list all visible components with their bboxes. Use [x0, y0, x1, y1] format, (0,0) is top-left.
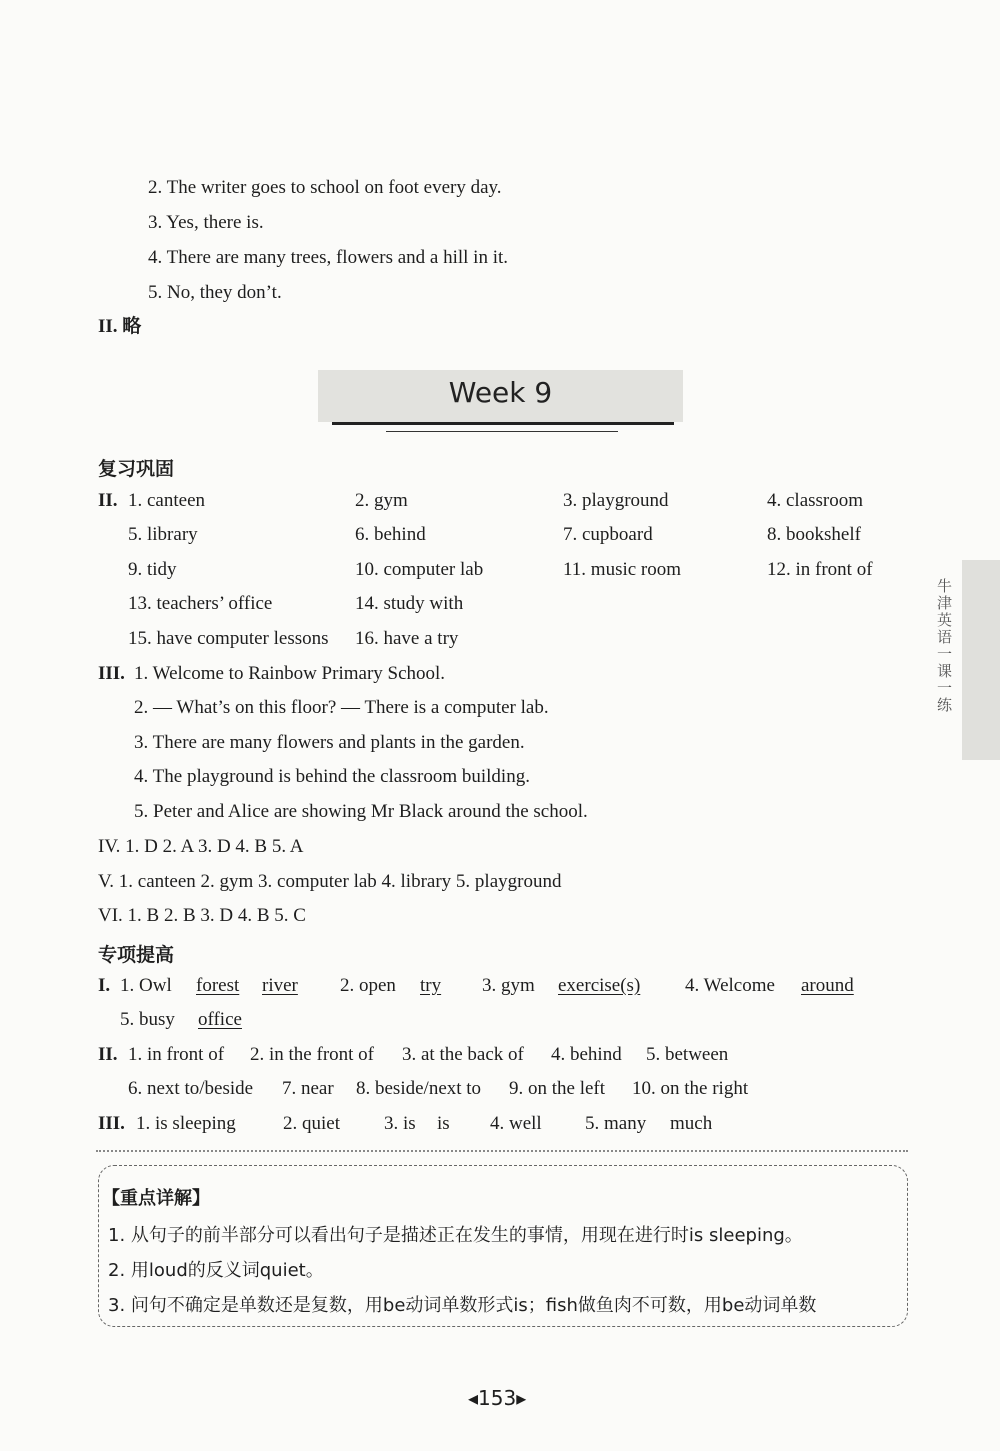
answer-item: 4. The playground is behind the classroom building.: [134, 766, 530, 787]
answer-item: 11. music room: [563, 559, 682, 580]
page-number: ◂153▸: [468, 1386, 527, 1410]
answer-item: much: [670, 1113, 713, 1134]
answer-item: 7. cupboard: [563, 524, 653, 545]
answer-item: 10. on the right: [632, 1078, 749, 1099]
answer-item: exercise(s): [558, 975, 641, 996]
item-label: I.: [98, 975, 111, 996]
week-title: Week 9: [448, 376, 553, 409]
answer-line: II. 略: [98, 316, 142, 337]
answer-line: IV. 1. D 2. A 3. D 4. B 5. A: [98, 836, 304, 857]
section-divider: [96, 1150, 908, 1152]
answer-item: 5. Peter and Alice are showing Mr Black around the school.: [134, 801, 588, 822]
answer-item: 4. classroom: [767, 490, 864, 511]
answer-item: 8. beside/next to: [356, 1078, 482, 1099]
answer-item: 3. gym: [482, 975, 535, 996]
answer-line: 3. Yes, there is.: [148, 212, 264, 233]
notes-heading: 【重点详解】: [102, 1188, 210, 1209]
answer-item: river: [262, 975, 298, 996]
answer-item: 5. many: [585, 1113, 647, 1134]
answer-item: 13. teachers’ office: [128, 593, 273, 614]
answer-item: 4. well: [490, 1113, 542, 1134]
side-tab: [962, 560, 1000, 760]
answer-item: 3. There are many flowers and plants in the garden.: [134, 732, 525, 753]
answer-item: 15. have computer lessons: [128, 628, 329, 649]
answer-item: 2. gym: [355, 490, 408, 511]
page-number-value: 153: [478, 1386, 517, 1410]
answer-item: office: [198, 1009, 242, 1030]
answer-item: 1. canteen: [128, 490, 206, 511]
answer-item: 9. on the left: [509, 1078, 606, 1099]
answer-item: 8. bookshelf: [767, 524, 861, 545]
answer-item: 3. playground: [563, 490, 669, 511]
answer-item: 2. in the front of: [250, 1044, 375, 1065]
answer-item: 1. Owl: [120, 975, 172, 996]
item-label: II.: [98, 1044, 118, 1065]
answer-item: forest: [196, 975, 240, 996]
answer-item: 9. tidy: [128, 559, 177, 580]
answer-item: 5. busy: [120, 1009, 175, 1030]
answer-item: 6. next to/beside: [128, 1078, 254, 1099]
answer-line: 5. No, they don’t.: [148, 282, 282, 303]
answer-item: 2. — What’s on this floor? — There is a computer lab.: [134, 697, 549, 718]
side-tab-label: 牛津英语一课一练: [935, 578, 953, 714]
answer-item: 1. is sleeping: [136, 1113, 236, 1134]
answer-line: 2. The writer goes to school on foot every day.: [148, 177, 502, 198]
answer-item: 7. near: [282, 1078, 334, 1099]
answer-item: 1. in front of: [128, 1044, 225, 1065]
answer-line: 4. There are many trees, flowers and a hill in it.: [148, 247, 508, 268]
answer-item: 3. at the back of: [402, 1044, 524, 1065]
answer-item: 16. have a try: [355, 628, 459, 649]
banner-rule: [332, 422, 674, 425]
answer-line: V. 1. canteen 2. gym 3. computer lab 4. library 5. playground: [98, 871, 562, 892]
notes-line: 2. 用loud的反义词quiet。: [108, 1260, 324, 1281]
notes-line: 1. 从句子的前半部分可以看出句子是描述正在发生的事情，用现在进行时is sleeping。: [108, 1225, 803, 1246]
answer-item: 10. computer lab: [355, 559, 484, 580]
section-heading: 复习巩固: [98, 458, 175, 480]
banner-rule-thin: [386, 431, 618, 432]
answer-line: VI. 1. B 2. B 3. D 4. B 5. C: [98, 905, 306, 926]
answer-item: try: [420, 975, 442, 996]
item-label: III.: [98, 663, 125, 684]
answer-item: 6. behind: [355, 524, 426, 545]
answer-item: 2. quiet: [283, 1113, 340, 1134]
item-label: II.: [98, 490, 118, 511]
notes-line: 3. 问句不确定是单数还是复数，用be动词单数形式is；fish做鱼肉不可数，用be动词单数: [108, 1295, 817, 1316]
item-label: III.: [98, 1113, 125, 1134]
section-heading: 专项提高: [98, 944, 175, 966]
answer-item: 2. open: [340, 975, 396, 996]
answer-item: is: [437, 1113, 450, 1134]
answer-item: 1. Welcome to Rainbow Primary School.: [134, 663, 446, 684]
answer-item: 14. study with: [355, 593, 464, 614]
answer-item: 4. Welcome: [685, 975, 775, 996]
answer-item: 5. between: [646, 1044, 729, 1065]
answer-item: 3. is: [384, 1113, 416, 1134]
answer-item: around: [801, 975, 854, 996]
answer-item: 12. in front of: [767, 559, 873, 580]
answer-item: 4. behind: [551, 1044, 622, 1065]
answer-item: 5. library: [128, 524, 198, 545]
